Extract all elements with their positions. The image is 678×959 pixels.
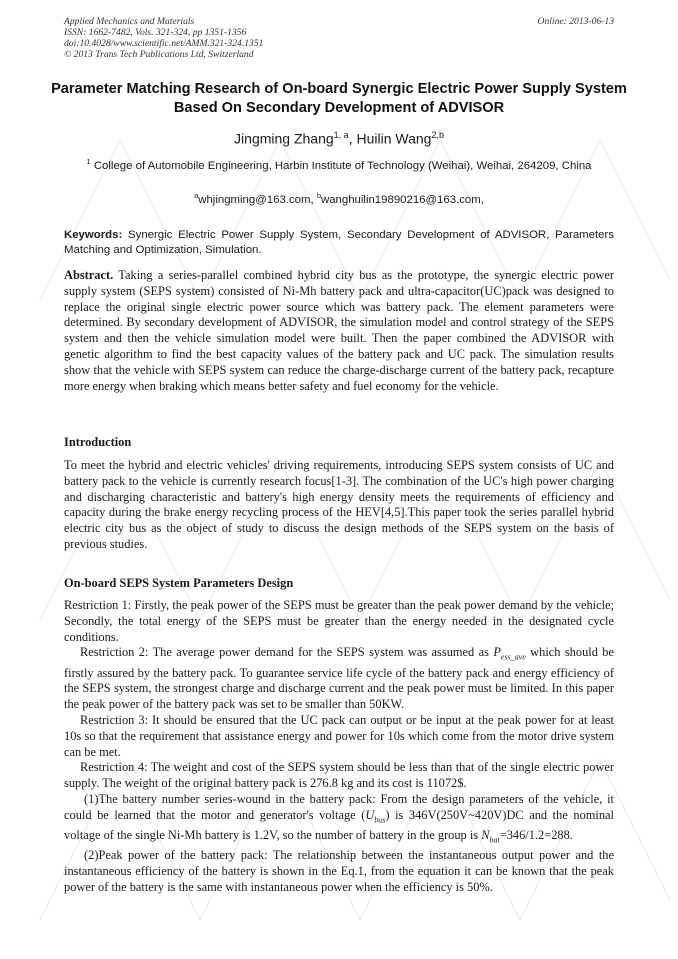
paragraph-peak-power: (2)Peak power of the battery pack: The relationship between the instantaneous output power and the instantaneous efficiency of the battery is shown in the Eq.1, from the equation it can be known that the peak power of the battery is the same with instantaneous power when the efficiency is 50%. (64, 848, 614, 894)
journal-name: Applied Mechanics and Materials (64, 16, 195, 27)
abstract-text: Taking a series-parallel combined hybrid city bus as the prototype, the synergic electric power supply system (SEPS system) consisted of Ni-Mh battery pack and ultra-capacitor(UC)pack was designed to replace the original single electric power source which was battery pack. The element parameters were determined. By secondary development of ADVISOR, the simulation model and control strategy of the SEPS system and then the vehicle simulation model were built. Then the paper combined the ADVISOR with genetic algorithm to find the best capacity values of the battery pack and UC pack. The simulation results show that the vehicle with SEPS system can reduce the charge-discharge current of the battery pack, recapture more energy when braking which means better safety and fuel economy for the vehicle. (64, 268, 614, 393)
abstract-label: Abstract. (64, 268, 114, 282)
journal-header (64, 16, 614, 60)
seps-section (64, 598, 614, 896)
author-separator: , (348, 130, 357, 147)
n-bat-sub: bat (489, 835, 500, 845)
online-date: Online: 2013-06-13 (537, 16, 614, 27)
paper-title: Parameter Matching Research of On-board Synergic Electric Power Supply System Based On Secondary Development of ADVISOR (51, 81, 627, 116)
restriction-1: Restriction 1: Firstly, the peak power of the SEPS must be greater than the peak power demand by the vehicle; Secondly, the total energy of the SEPS must be greater than the energy needed in the designated cycle conditions. (64, 598, 614, 644)
u-bus-sub: bus (374, 815, 386, 825)
journal-issn: ISSN: 1662-7482, Vols. 321-324, pp 1351-1356 (64, 27, 247, 38)
affiliation (80, 154, 598, 174)
restriction-2-text-b: which should be firstly assured by the battery pack. To guarantee service life cycle of the battery pack and energy efficiency of the SEPS system, the strongest charge and discharge current and the peak power must be limited. In this paper the peak power of the battery pack was set to be smaller than 50KW. (64, 645, 614, 712)
u-bus-var: U (365, 807, 375, 822)
battery-number-text-b: ) is 346V(250V~420V)DC and the nominal voltage of the single Ni-Mh battery is 1.2V, so the number of battery in the group is (64, 807, 614, 843)
keywords-label: Keywords: (64, 229, 123, 241)
author-2-sup: 2,b (431, 130, 444, 140)
journal-doi: doi:10.4028/www.scientific.net/AMM.321-324.1351 (64, 38, 264, 49)
battery-number-text-c: =346/1.2=288. (499, 828, 573, 843)
author-emails (0, 191, 678, 206)
email-a: whjingming@163.com, (198, 193, 317, 206)
restriction-3: Restriction 3: It should be ensured that the UC pack can output or be input at the peak power for at least 10s so that the requirement that assistance energy and power for 10s which come from the motor drive system can be met. (64, 713, 614, 759)
authors (0, 130, 678, 147)
author-1-sup: 1, a (333, 130, 349, 140)
keywords (64, 228, 614, 258)
keywords-text: Synergic Electric Power Supply System, Secondary Development of ADVISOR, Parameters Matching and Optimization, Simulation. (64, 229, 614, 256)
author-2-name: Huilin Wang (356, 130, 432, 147)
seps-heading: On-board SEPS System Parameters Design (64, 576, 294, 590)
email-a-sup: a (194, 191, 199, 200)
email-b-sup: b (316, 191, 321, 200)
author-1-name: Jingming Zhang (234, 130, 334, 147)
introduction-heading: Introduction (64, 435, 132, 449)
affiliation-sup: 1 (86, 157, 91, 166)
restriction-2-text-a: Restriction 2: The average power demand for the SEPS system was assumed as (80, 645, 494, 660)
restriction-2 (64, 645, 614, 713)
n-bat-var: N (481, 828, 490, 843)
abstract (64, 268, 614, 394)
paragraph-battery-number (64, 792, 614, 848)
p-ess-ave-var: P (493, 645, 501, 660)
email-b: wanghuilin19890216@163.com, (320, 193, 484, 206)
p-ess-ave-sub: ess_ave (500, 652, 526, 662)
affiliation-text: College of Automobile Engineering, Harbin Institute of Technology (Weihai), Weihai, 264209, China (90, 159, 592, 172)
battery-number-text-a: (1)The battery number series-wound in the battery pack: From the design parameters of the vehicle, it could be learned that the motor and generator's voltage ( (64, 792, 614, 822)
journal-copyright: © 2013 Trans Tech Publications Ltd, Switzerland (64, 49, 254, 60)
introduction-text: To meet the hybrid and electric vehicles' driving requirements, introducing SEPS system consists of UC and battery pack to the vehicle is currently research focus[1-3]. The combination of the UC's high power charging and discharging characteristic and battery's high energy density meets the requirements of efficiency and capacity during the brake energy recycling process of the HEV[4,5].This paper took the series parallel hybrid electric city bus as the object of study to discuss the design methods of the SEPS system on the basis of previous studies. (64, 458, 614, 551)
restriction-4: Restriction 4: The weight and cost of the SEPS system should be less than that of the single electric power supply. The weight of the original battery pack is 276.8 kg and its cost is 11072$. (64, 760, 614, 791)
